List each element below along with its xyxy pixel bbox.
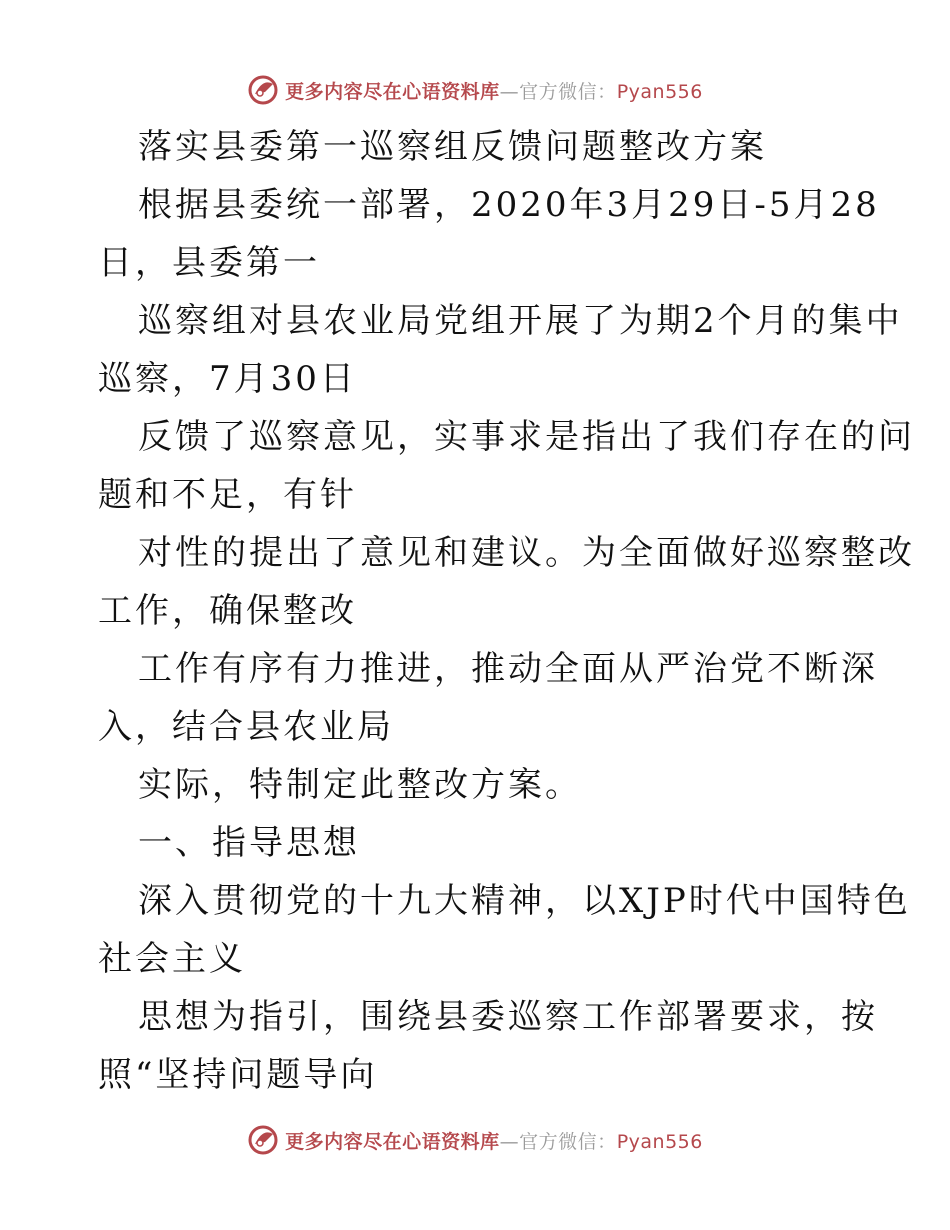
paragraph-line: 工作有序有力推进，推动全面从严治党不断深 [138, 649, 878, 689]
watermark-site: 更多内容尽在心语资料库 [285, 1130, 500, 1153]
watermark-logo-icon [247, 74, 279, 106]
paragraph-line: 巡察组对县农业局党组开展了为期2个月的集中 [138, 301, 903, 341]
document-title: 落实县委第一巡察组反馈问题整改方案 [138, 127, 767, 167]
watermark-header [0, 70, 950, 110]
paragraph-line: 日，县委第一 [98, 243, 320, 283]
paragraph-line: 题和不足，有针 [98, 475, 357, 515]
watermark-logo-icon [247, 1124, 279, 1156]
watermark-label: 官方微信： [519, 1130, 617, 1153]
watermark-separator: — [499, 1130, 520, 1153]
paragraph-line: 深入贯彻党的十九大精神，以XJP时代中国特色 [138, 881, 911, 921]
paragraph-line: 巡察，7月30日 [98, 359, 357, 399]
paragraph-line: 社会主义 [98, 939, 246, 979]
watermark-wechat-id: Pyan556 [616, 1130, 703, 1153]
watermark-footer [0, 1120, 950, 1160]
watermark-site: 更多内容尽在心语资料库 [285, 80, 500, 103]
paragraph-line: 实际，特制定此整改方案。 [138, 765, 582, 805]
paragraph-line: 根据县委统一部署，2020年3月29日-5月28 [138, 185, 880, 225]
section-heading: 一、指导思想 [138, 823, 360, 863]
watermark-text [285, 77, 703, 104]
paragraph-line: 工作，确保整改 [98, 591, 357, 631]
paragraph-line: 对性的提出了意见和建议。为全面做好巡察整改 [138, 533, 915, 573]
watermark-label: 官方微信： [519, 80, 617, 103]
paragraph-line: 入，结合县农业局 [98, 707, 394, 747]
watermark-separator: — [499, 80, 520, 103]
watermark-wechat-id: Pyan556 [616, 80, 703, 103]
paragraph-line: 反馈了巡察意见，实事求是指出了我们存在的问 [138, 417, 915, 457]
paragraph-line: 思想为指引，围绕县委巡察工作部署要求，按 [138, 997, 878, 1037]
paragraph-line: 照“坚持问题导向 [98, 1055, 378, 1095]
watermark-text [285, 1127, 703, 1154]
